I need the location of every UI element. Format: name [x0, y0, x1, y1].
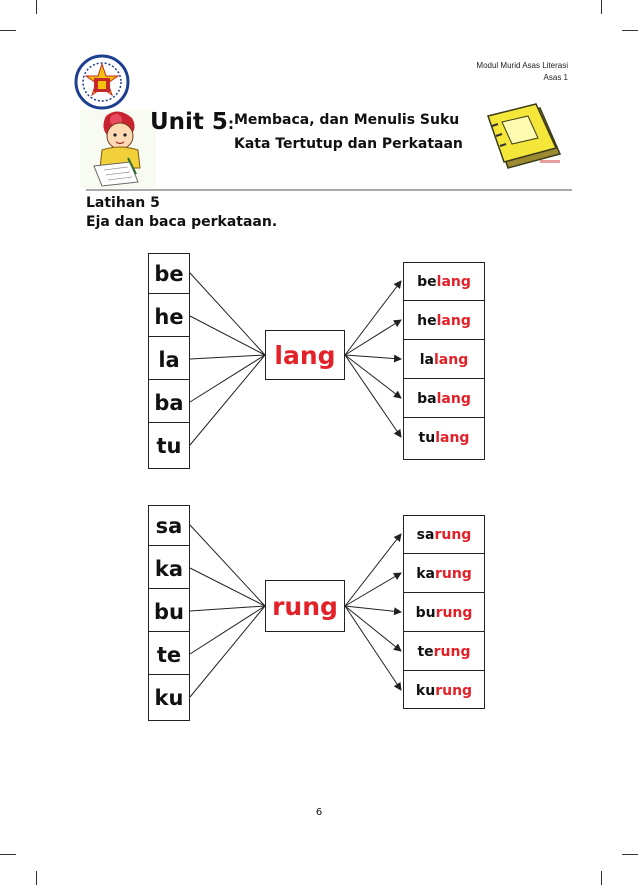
word-suffix: lang [436, 312, 471, 329]
module-level: Asas 1 [543, 73, 568, 82]
word-suffix: lang [436, 273, 471, 290]
word-suffix: rung [433, 643, 471, 660]
word-cell [404, 594, 484, 632]
arrow-line [345, 606, 401, 612]
syllable-cell: te [149, 635, 189, 675]
title-colon: : [227, 115, 234, 133]
connector-line [190, 525, 265, 606]
suffix-box-2: rung [265, 580, 345, 632]
exercise-instruction: Eja dan baca perkataan. [86, 214, 278, 230]
suffix-box-1: lang [265, 330, 345, 380]
word-prefix: bu [415, 604, 436, 621]
connector-line [190, 355, 265, 402]
arrow-line [345, 355, 401, 398]
word-suffix: rung [434, 526, 472, 543]
word-suffix: lang [436, 390, 471, 407]
module-name: Modul Murid Asas Literasi [476, 61, 568, 70]
syllable-column-1 [148, 253, 190, 469]
syllable-cell: be [149, 254, 189, 294]
word-prefix: he [417, 312, 437, 329]
word-cell [404, 555, 484, 593]
word-prefix: la [419, 351, 434, 368]
arrow-line [345, 534, 401, 606]
unit-number: Unit 5 [150, 109, 228, 135]
word-prefix: te [417, 643, 434, 660]
word-prefix: be [417, 273, 437, 290]
connector-line [190, 316, 265, 355]
connector-line [190, 273, 265, 355]
syllable-cell: la [149, 340, 189, 380]
word-prefix: tu [418, 430, 436, 446]
word-suffix: rung [435, 683, 473, 699]
word-cell [404, 419, 484, 457]
arrow-line [345, 320, 401, 355]
connector-line [190, 606, 265, 654]
word-prefix: ba [417, 390, 437, 407]
page-number: 6 [315, 807, 323, 818]
word-cell [404, 516, 484, 554]
syllable-cell: bu [149, 592, 189, 632]
syllable-column-2 [148, 505, 190, 721]
connector-line [190, 606, 265, 697]
word-cell [404, 341, 484, 379]
syllable-cell: ka [149, 549, 189, 589]
word-suffix: lang [435, 430, 470, 446]
unit-subtitle-line1: Membaca, dan Menulis Suku [234, 112, 460, 128]
exercise-heading: Latihan 5 [86, 195, 160, 211]
word-cell [404, 302, 484, 340]
word-prefix: ku [415, 683, 436, 699]
arrow-line [345, 355, 401, 437]
word-suffix: lang [434, 351, 469, 368]
connector-line [190, 355, 265, 445]
arrow-line [345, 606, 401, 651]
arrow-line [345, 281, 401, 355]
word-cell [404, 263, 484, 301]
syllable-cell: sa [149, 506, 189, 546]
word-prefix: ka [416, 565, 435, 582]
connector-line [190, 355, 265, 359]
arrow-line [345, 573, 401, 606]
syllable-cell: ku [154, 686, 184, 710]
connector-line [190, 606, 265, 611]
syllable-cell: tu [156, 434, 182, 458]
word-cell [404, 633, 484, 671]
arrow-line [345, 606, 401, 690]
word-suffix: rung [435, 604, 473, 621]
unit-subtitle-line2: Kata Tertutup dan Perkataan [234, 136, 463, 152]
syllable-cell: he [149, 297, 189, 337]
connector-line [190, 568, 265, 606]
arrow-line [345, 355, 401, 359]
word-cell [404, 672, 484, 710]
syllable-cell: ba [149, 383, 189, 423]
word-column-2 [403, 515, 485, 709]
word-cell [404, 380, 484, 418]
word-suffix: rung [434, 565, 472, 582]
word-prefix: sa [416, 526, 435, 543]
word-column-1 [403, 262, 485, 460]
